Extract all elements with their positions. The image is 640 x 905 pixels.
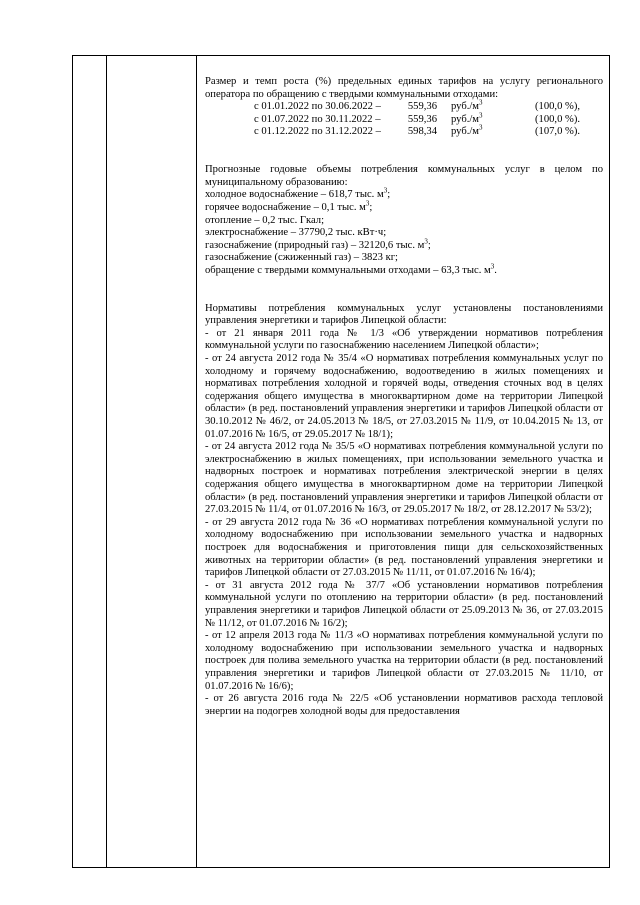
norm-item: - от 24 августа 2012 года № 35/4 «О нормативах потребления коммунальных услуг по холодному и горячему водоснабжению, водоотведению в жилых помещениях и нормативах потребления холодной и горячей воды, отведения сточных вод в целях содержания общего имущества в многоквартирном доме на территории Липецкой области» (в ред. постановлений управления энергетики и тарифов Липецкой области от 30.10.2012 № 46/2, от 24.05.2013 № 18/5, от 27.03.2015 № 11/9, от 10.04.2015 № 13, от 01.07.2016 № 16/5, от 29.05.2017 № 18/1); [205, 353, 603, 440]
volume-item: газоснабжение (природный газ) – 32120,6 тыс. $м^3$; [205, 237, 431, 251]
volumes-intro: Прогнозные годовые объемы потребления коммунальных услуг в целом по муниципальному образованию: [205, 164, 603, 188]
tariff-row: с 01.01.2022 по 30.06.2022 – 559,36 $руб./м^3$ (100,0 %), [254, 98, 581, 113]
norm-item: - от 24 августа 2012 года № 35/5 «О нормативах потребления коммунальной услуги по электроснабжению в жилых помещениях, при использовании земельного участка и надворных построек и нормативах потребления электрической энергии в целях содержания общего имущества в многоквартирном доме на территории Липецкой области» (в ред. постановлений управления энергетики и тарифов Липецкой области от 27.03.2015 № 11/4, от 01.07.2016 № 16/3, от 29.05.2017 № 18/2, от 28.12.2017 № 53/2); [205, 441, 603, 516]
volume-item: холодное водоснабжение – 618,7 тыс. $м^3$; [205, 186, 391, 201]
volume-item: электроснабжение – 37790,2 тыс. кВт·ч; [205, 227, 387, 239]
document-table [72, 55, 610, 868]
tariff-row: с 01.12.2022 по 31.12.2022 – 598,34 $руб./м^3$ (107,0 %). [254, 123, 581, 138]
norms-intro: Нормативы потребления коммунальных услуг установлены постановлениями управления энергетики и тарифов Липецкой области: [205, 302, 603, 327]
tariff-intro: Размер и темп роста (%) предельных единых тарифов на услугу регионального оператора по обращению с твердыми коммунальными отходами: [205, 76, 603, 100]
volume-item: обращение с твердыми коммунальными отходами – 63,3 тыс. $м^3$. [205, 262, 497, 276]
volume-item: газоснабжение (сжиженный газ) – 3823 кг; [205, 252, 398, 264]
volume-item: отопление – 0,2 тыс. Гкал; [205, 214, 325, 226]
norm-item: - от 12 апреля 2013 года № 11/3 «О нормативах потребления коммунальной услуги по холодному водоснабжению при использовании земельного участка и надворных построек для полива земельного участка на территории области (в ред. постановлений управления энергетики и тарифов Липецкой области от 27.03.2015 № 11/10, от 01.07.2016 № 16/6); [205, 630, 603, 692]
norm-item: - от 31 августа 2012 года № 37/7 «Об установлении нормативов потребления коммунальной услуги по отоплению на территории области» (в ред. постановлений управления энергетики и тарифов Липецкой области от 25.09.2013 № 36, от 27.03.2015 № 11/12, от 01.07.2016 № 16/2); [205, 579, 603, 629]
norm-item: - от 21 января 2011 года № 1/3 «Об утверждении нормативов потребления коммунальной услуги по газоснабжению населением Липецкой области»; [205, 327, 603, 352]
norm-item: - от 29 августа 2012 года № 36 «О нормативах потребления коммунальной услуги по холодному водоснабжению при использовании земельного участка и надворных построек для водоснабжения и приготовления пищи для сельскохозяйственных животных на территории области» (в ред. постановлений управления энергетики и тарифов Липецкой области от 27.03.2015 № 11/11, от 01.07.2016 № 16/4); [205, 516, 603, 579]
tariff-row: с 01.07.2022 по 30.11.2022 – 559,36 $руб./м^3$ (100,0 %). [254, 111, 581, 125]
column-divider-1 [106, 56, 107, 867]
column-divider-2 [196, 56, 197, 867]
volume-item: горячее водоснабжение – 0,1 тыс. $м^3$; [205, 199, 373, 213]
table-cell-content [205, 76, 603, 718]
norm-item: - от 26 августа 2016 года № 22/5 «Об установлении нормативов расхода тепловой энергии на подогрев холодной воды для предоставления [205, 693, 603, 717]
